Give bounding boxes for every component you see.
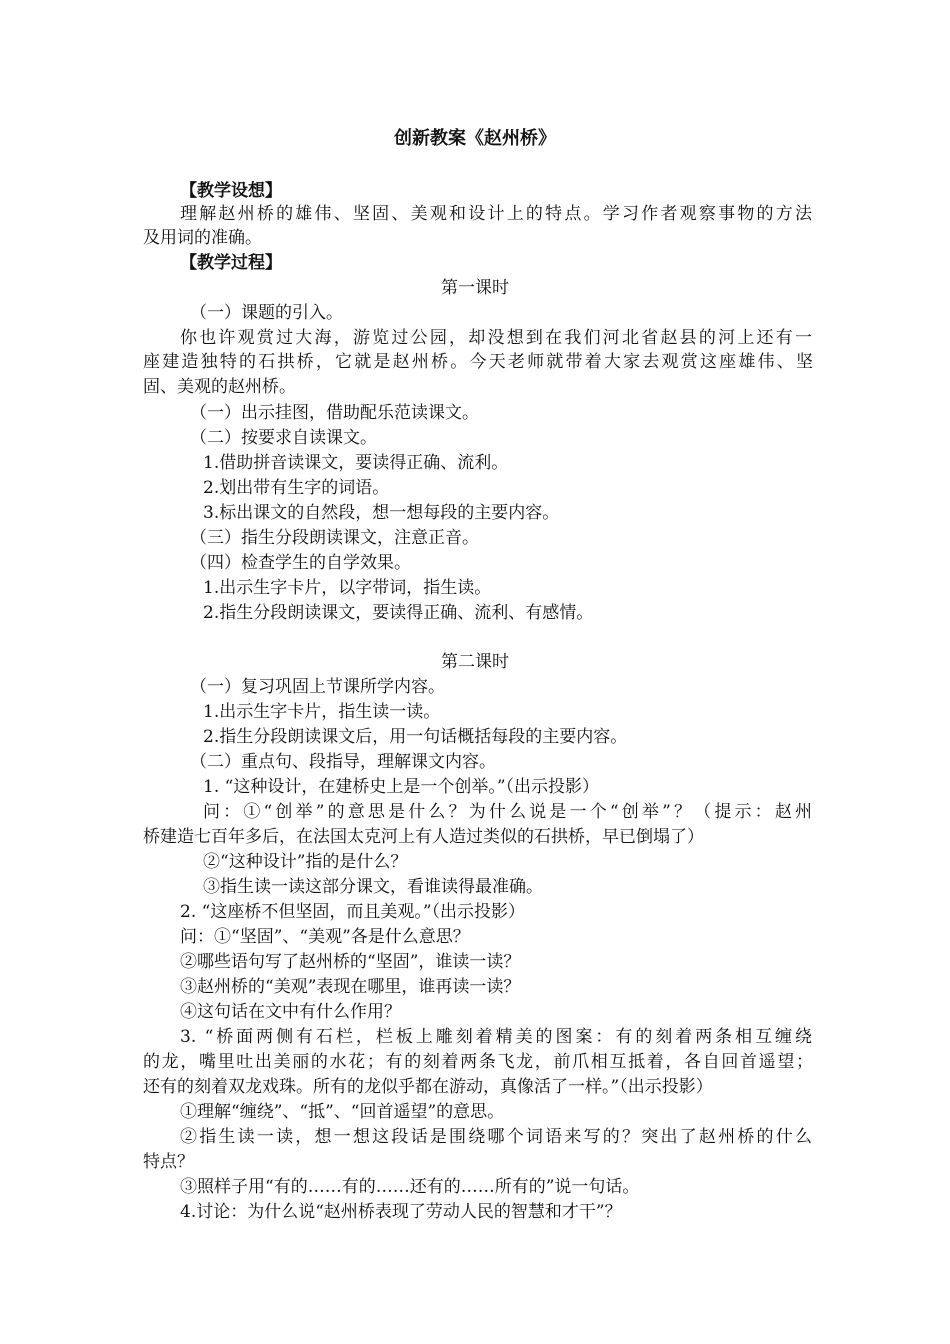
paragraph-line: （一）课题的引入。 xyxy=(190,303,343,323)
paragraph-line: 3.标出课文的自然段，想一想每段的主要内容。 xyxy=(203,503,560,523)
paragraph-line: （三）指生分段朗读课文，注意正音。 xyxy=(190,528,479,548)
paragraph-line: 问：①“创举”的意思是什么？为什么说是一个“创举”？（提示：赵州 xyxy=(203,802,812,822)
paragraph-line: ③照样子用“有的……有的……还有的……所有的”说一句话。 xyxy=(180,1177,640,1197)
paragraph-line: 特点？ xyxy=(143,1152,194,1172)
paragraph-line: 问：①“坚固”、“美观”各是什么意思？ xyxy=(180,927,470,947)
paragraph-line: 1. “这种设计，在建桥史上是一个创举。”（出示投影） xyxy=(203,777,600,797)
paragraph-line: ③指生读一读这部分课文，看谁读得最准确。 xyxy=(203,877,543,897)
paragraph-line: 4.讨论：为什么说“赵州桥表现了劳动人民的智慧和才干”？ xyxy=(180,1202,622,1222)
paragraph-line: ④这句话在文中有什么作用？ xyxy=(180,1002,401,1022)
paragraph-line: 的龙，嘴里吐出美丽的水花；有的刻着两条飞龙，前爪相互抵着，各自回首遥望； xyxy=(143,1052,813,1072)
paragraph-line: （一）出示挂图，借助配乐范读课文。 xyxy=(190,403,479,423)
paragraph-line: （二）重点句、段指导，理解课文内容。 xyxy=(190,752,496,772)
paragraph-line: ②“这种设计”指的是什么？ xyxy=(203,852,408,872)
paragraph-line: 桥建造七百年多后，在法国太克河上有人造过类似的石拱桥，早已倒塌了） xyxy=(143,827,704,847)
paragraph-line: 理解赵州桥的雄伟、坚固、美观和设计上的特点。学习作者观察事物的方法 xyxy=(180,204,812,224)
paragraph-line: 固、美观的赵州桥。 xyxy=(143,377,296,397)
lesson2-title: 第二课时 xyxy=(441,652,509,672)
paragraph-line: （一）复习巩固上节课所学内容。 xyxy=(190,677,445,697)
paragraph-line: ②哪些语句写了赵州桥的“坚固”，谁读一读？ xyxy=(180,952,521,972)
paragraph-line: 2.划出带有生字的词语。 xyxy=(203,478,390,498)
paragraph-line: （四）检查学生的自学效果。 xyxy=(190,553,411,573)
paragraph-line: ②指生读一读，想一想这段话是围绕哪个词语来写的？突出了赵州桥的什么 xyxy=(180,1127,812,1147)
paragraph-line: 座建造独特的石拱桥，它就是赵州桥。今天老师就带着大家去观赏这座雄伟、坚 xyxy=(143,352,813,372)
paragraph-line: 2.指生分段朗读课文，要读得正确、流利、有感情。 xyxy=(203,603,594,623)
paragraph-line: 1.出示生字卡片，以字带词，指生读。 xyxy=(203,578,492,598)
paragraph-line: 还有的刻着双龙戏珠。所有的龙似乎都在游动，真像活了一样。”（出示投影） xyxy=(143,1077,713,1097)
section-heading-design: 【教学设想】 xyxy=(180,181,282,201)
section-heading-process: 【教学过程】 xyxy=(180,253,282,273)
lesson1-title: 第一课时 xyxy=(441,278,509,298)
paragraph-line: （二）按要求自读课文。 xyxy=(190,428,377,448)
paragraph-line: ③赵州桥的“美观”表现在哪里，谁再读一读？ xyxy=(180,977,521,997)
paragraph-line: 1.借助拼音读课文，要读得正确、流利。 xyxy=(203,453,509,473)
paragraph-line: 你也许观赏过大海，游览过公园，却没想到在我们河北省赵县的河上还有一 xyxy=(180,328,812,348)
paragraph-line: 及用词的准确。 xyxy=(143,228,262,248)
paragraph-line: ①理解“缠绕”、“抵”、“回首遥望”的意思。 xyxy=(180,1102,505,1122)
paragraph-line: 2.指生分段朗读课文后，用一句话概括每段的主要内容。 xyxy=(203,727,628,747)
paragraph-line: 1.出示生字卡片，指生读一读。 xyxy=(203,702,441,722)
paragraph-line: 2. “这座桥不但坚固，而且美观。”（出示投影） xyxy=(180,902,526,922)
document-title: 创新教案《赵州桥》 xyxy=(394,128,556,149)
paragraph-line: 3. “桥面两侧有石栏，栏板上雕刻着精美的图案：有的刻着两条相互缠绕 xyxy=(180,1027,812,1047)
